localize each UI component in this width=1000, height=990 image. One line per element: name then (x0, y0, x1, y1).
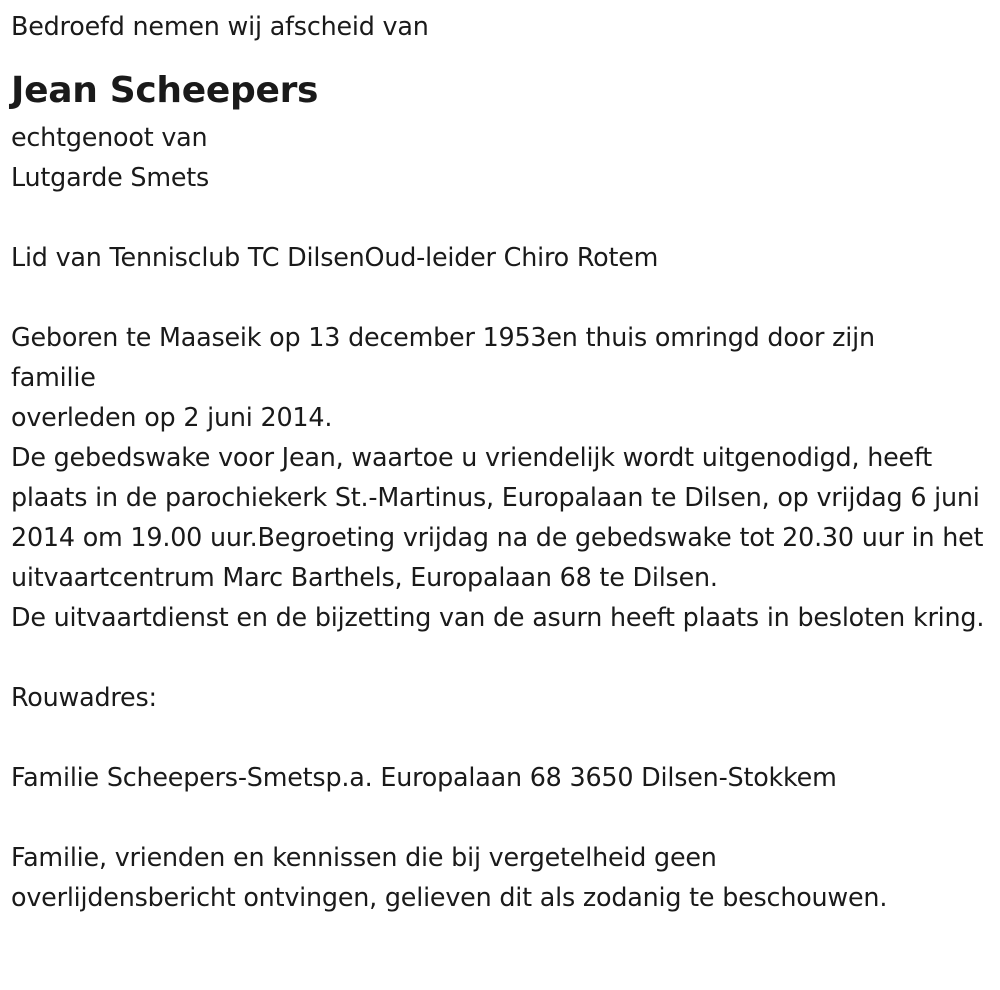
closing-text-line-2: overlijdensbericht ontvingen, gelieven dit als zodanig te beschouwen. (11, 882, 888, 912)
funeral-paragraph: De uitvaartdienst en de bijzetting van de asurn heeft plaats in besloten kring. (11, 602, 985, 632)
death-date-text: overleden op 2 juni 2014. (11, 402, 333, 432)
deceased-name: Jean Scheepers (11, 70, 319, 111)
address-label: Rouwadres: (11, 682, 157, 712)
spacer (11, 717, 990, 757)
spouse-name: Lutgarde Smets (11, 162, 210, 192)
mourning-address: Familie Scheepers-Smetsp.a. Europalaan 68 3650 Dilsen-Stokkem (11, 762, 837, 792)
birth-text-line-1: Geboren te Maaseik op 13 december 1953en thuis omringd door zijn (11, 322, 875, 352)
wake-paragraph: De gebedswake voor Jean, waartoe u vriendelijk wordt uitgenodigd, heeft plaats in de parochiekerk St.-Martinus, Europalaan te Dilsen, op vrijdag 6 juni 2014 om 19.00 uur.Begroeting vrijdag na de gebedswake tot 20.30 uur in het uitvaartcentrum Marc Barthels, Europalaan 68 te Dilsen. (11, 442, 984, 592)
birth-text-line-2: familie (11, 362, 96, 392)
closing-text-line-1: Familie, vrienden en kennissen die bij vergetelheid geen (11, 842, 717, 872)
spacer (11, 197, 990, 237)
spacer (11, 797, 990, 837)
membership-text: Lid van Tennisclub TC DilsenOud-leider Chiro Rotem (11, 242, 659, 272)
spacer (11, 637, 990, 677)
spacer (11, 277, 990, 317)
intro-text: Bedroefd nemen wij afscheid van (11, 11, 429, 41)
spouse-relation: echtgenoot van (11, 122, 208, 152)
